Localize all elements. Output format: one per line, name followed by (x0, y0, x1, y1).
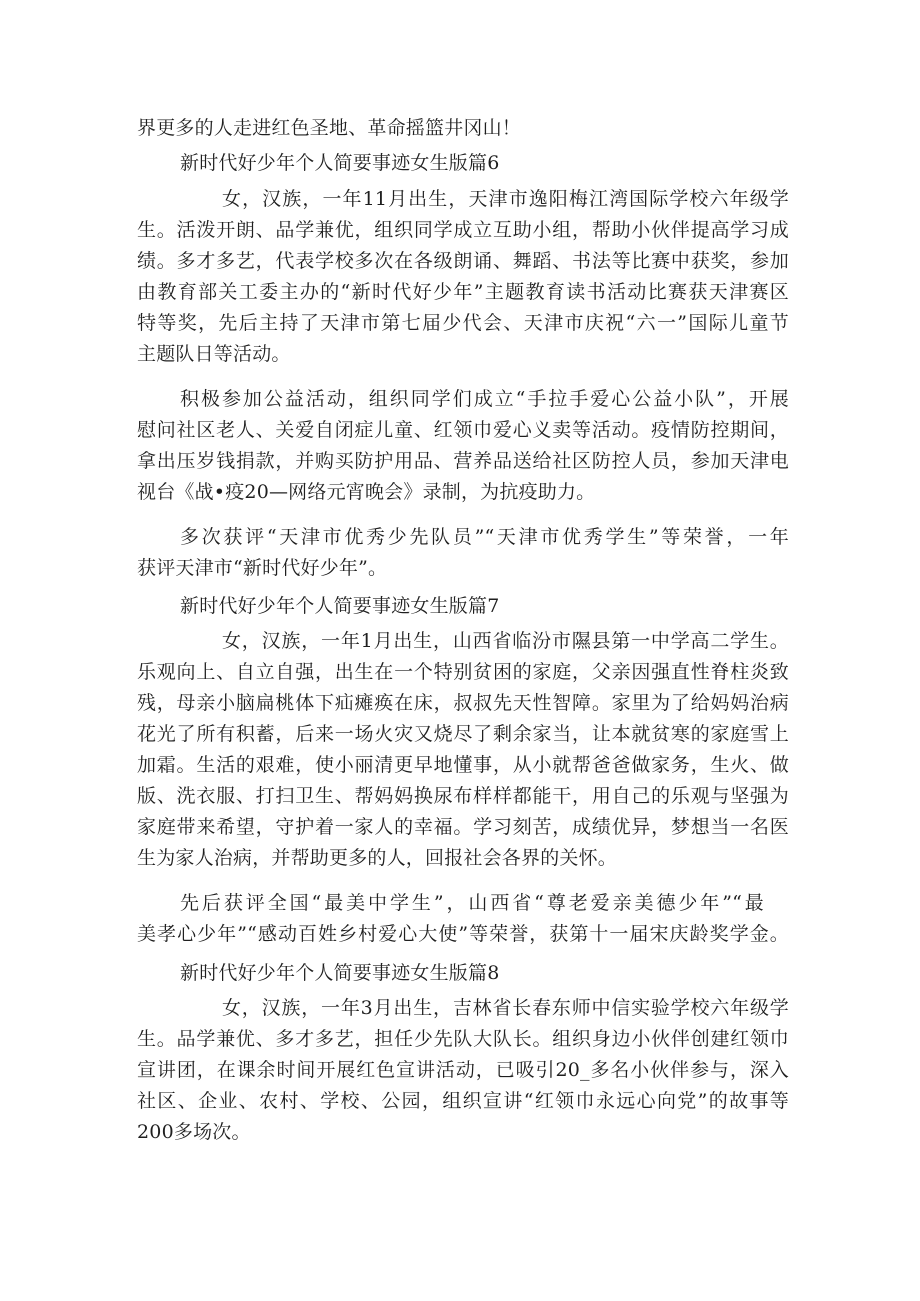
paragraph-line: 特等奖，先后主持了天津市第七届少代会、天津市庆祝“六一”国际儿童节 (137, 312, 789, 334)
paragraph-line: 绩。多才多艺，代表学校多次在各级朗诵、舞蹈、书法等比赛中获奖，参加 (137, 250, 789, 272)
paragraph-line: 版、洗衣服、打扫卫生、帮妈妈换尿布样样都能干，用自己的乐观与坚强为 (137, 785, 789, 807)
paragraph-line: 主题队日等活动。 (137, 343, 291, 365)
paragraph-line: 女，汉族，一年3月出生，吉林省长春东师中信实验学校六年级学 (222, 997, 789, 1019)
paragraph-line: 生。品学兼优、多才多艺，担任少先队大队长。组织身边小伙伴创建红领巾 (137, 1028, 789, 1050)
paragraph-line: 拿出压岁钱捐款，并购买防护用品、营养品送给社区防控人员，参加天津电 (137, 450, 789, 472)
section-heading: 新时代好少年个人简要事迹女生版篇6 (180, 152, 500, 174)
paragraph-line: 生为家人治病，并帮助更多的人，回报社会各界的关怀。 (137, 847, 618, 869)
paragraph-line: 美孝心少年”“感动百姓乡村爱心大使”等荣誉，获第十一届宋庆龄奖学金。 (137, 923, 789, 945)
paragraph-line: 慰问社区老人、关爱自闭症儿童、红领巾爱心义卖等活动。疫情防控期间， (137, 419, 789, 441)
paragraph-line: 花光了所有积蓄，后来一场火灾又烧尽了剩余家当，让本就贫寒的家庭雪上 (137, 723, 789, 745)
paragraph-line: 多次获评“天津市优秀少先队员”“天津市优秀学生”等荣誉，一年 (180, 526, 789, 548)
paragraph-line: 残，母亲小脑扁桃体下疝瘫痪在床，叔叔先天性智障。家里为了给妈妈治病 (137, 692, 789, 714)
paragraph-line: 女，汉族，一年1月出生，山西省临汾市隰县第一中学高二学生。 (222, 630, 789, 652)
paragraph-line: 视台《战•疫20—网络元宵晚会》录制，为抗疫助力。 (137, 481, 596, 503)
paragraph-line: 宣讲团，在课余时间开展红色宣讲活动，已吸引20_多名小伙伴参与，深入 (137, 1059, 789, 1081)
section-heading: 新时代好少年个人简要事迹女生版篇7 (180, 595, 500, 617)
paragraph-line: 获评天津市“新时代好少年”。 (137, 557, 388, 579)
section-heading: 新时代好少年个人简要事迹女生版篇8 (180, 962, 500, 984)
paragraph-line: 由教育部关工委主办的“新时代好少年”主题教育读书活动比赛获天津赛区 (137, 281, 789, 303)
paragraph-line: 先后获评全国“最美中学生”，山西省“尊老爱亲美德少年”“最 (180, 892, 764, 914)
intro-line: 界更多的人走进红色圣地、革命摇篮井冈山！ (137, 117, 522, 139)
paragraph-line: 女，汉族，一年11月出生，天津市逸阳梅江湾国际学校六年级学 (222, 188, 789, 210)
paragraph-line: 家庭带来希望，守护着一家人的幸福。学习刻苦，成绩优异，梦想当一名医 (137, 816, 789, 838)
paragraph-line: 加霜。生活的艰难，使小丽清更早地懂事，从小就帮爸爸做家务，生火、做 (137, 754, 789, 776)
paragraph-line: 乐观向上、自立自强，出生在一个特别贫困的家庭，父亲因强直性脊柱炎致 (137, 661, 789, 683)
paragraph-line: 积极参加公益活动，组织同学们成立“手拉手爱心公益小队”，开展 (180, 388, 789, 410)
paragraph-line: 社区、企业、农村、学校、公园，组织宣讲“红领巾永远心向党”的故事等 (137, 1090, 789, 1112)
paragraph-line: 200多场次。 (137, 1121, 251, 1143)
paragraph-line: 生。活泼开朗、品学兼优，组织同学成立互助小组，帮助小伙伴提高学习成 (137, 219, 789, 241)
